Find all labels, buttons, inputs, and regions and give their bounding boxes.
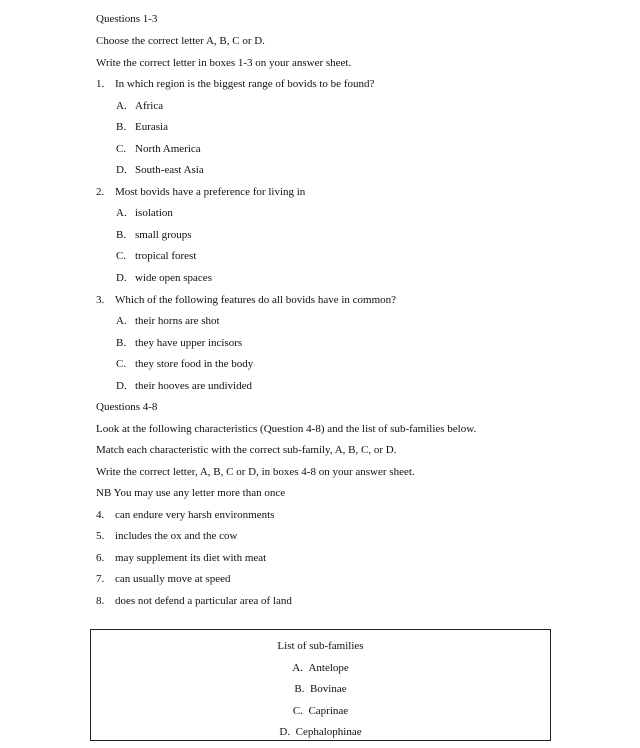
option-2d xyxy=(116,271,212,285)
statement-number: 5. xyxy=(96,530,105,542)
option-letter: D. xyxy=(116,272,127,284)
statement-number: 7. xyxy=(96,573,105,585)
option-text: their hooves are undivided xyxy=(135,380,252,392)
list-item-a xyxy=(91,661,550,675)
statement-4 xyxy=(96,508,274,522)
section1-heading: Questions 1-3 xyxy=(96,13,158,25)
list-item-b xyxy=(91,682,550,696)
section2-note: NB You may use any letter more than once xyxy=(96,487,286,499)
statement-6 xyxy=(96,551,266,565)
option-3a xyxy=(116,314,220,328)
option-2b xyxy=(116,228,192,242)
list-item-letter: D. xyxy=(279,726,291,738)
option-text: South-east Asia xyxy=(135,164,204,176)
question-text: Most bovids have a preference for living in xyxy=(115,186,306,198)
question-text: In which region is the biggest range of bovids to be found? xyxy=(115,78,375,90)
option-text: wide open spaces xyxy=(135,272,212,284)
option-letter: D. xyxy=(116,380,127,392)
option-letter: D. xyxy=(116,164,127,176)
question-number: 2. xyxy=(96,186,105,198)
option-letter: B. xyxy=(116,337,127,349)
option-letter: B. xyxy=(116,121,127,133)
option-letter: A. xyxy=(116,315,127,327)
statement-number: 4. xyxy=(96,509,105,521)
statement-number: 8. xyxy=(96,595,105,607)
statement-5 xyxy=(96,529,238,543)
list-item-letter: C. xyxy=(292,705,303,717)
option-letter: B. xyxy=(116,229,127,241)
option-letter: C. xyxy=(116,143,127,155)
list-item-letter: A. xyxy=(292,662,303,674)
question-number: 1. xyxy=(96,78,105,90)
option-3d xyxy=(116,379,252,393)
option-text: their horns are shot xyxy=(135,315,220,327)
statement-7 xyxy=(96,572,230,586)
section2-instruction: Look at the following characteristics (Question 4-8) and the list of sub-families below. xyxy=(96,423,477,435)
list-item-text: Antelope xyxy=(308,662,349,674)
list-item-c xyxy=(91,704,550,718)
option-3b xyxy=(116,336,242,350)
option-letter: C. xyxy=(116,250,127,262)
option-text: North America xyxy=(135,143,201,155)
list-item-text: Caprinae xyxy=(308,705,349,717)
statement-8 xyxy=(96,594,292,608)
section2-instruction: Match each characteristic with the correct sub-family, A, B, C, or D. xyxy=(96,444,397,456)
option-text: they have upper incisors xyxy=(135,337,243,349)
list-item-text: Bovinae xyxy=(309,683,347,695)
statement-text: may supplement its diet with meat xyxy=(115,552,267,564)
list-title: List of sub-families xyxy=(277,640,364,652)
statement-text: does not defend a particular area of land xyxy=(115,595,292,607)
list-item-letter: B. xyxy=(294,683,305,695)
question-number: 3. xyxy=(96,294,105,306)
option-2a xyxy=(116,206,173,220)
statement-text: includes the ox and the cow xyxy=(115,530,238,542)
option-2c xyxy=(116,249,196,263)
section1-instruction: Write the correct letter in boxes 1-3 on your answer sheet. xyxy=(96,57,352,69)
option-3c xyxy=(116,357,253,371)
option-letter: A. xyxy=(116,207,127,219)
option-1c xyxy=(116,142,201,156)
section2-instruction: Write the correct letter, A, B, C or D, in boxes 4-8 on your answer sheet. xyxy=(96,466,415,478)
question-2 xyxy=(96,185,305,199)
option-letter: C. xyxy=(116,358,127,370)
option-text: small groups xyxy=(135,229,192,241)
statement-text: can endure very harsh environments xyxy=(115,509,275,521)
list-item-text: Cephalophinae xyxy=(295,726,362,738)
section1-instruction: Choose the correct letter A, B, C or D. xyxy=(96,35,265,47)
option-1d xyxy=(116,163,204,177)
option-1a xyxy=(116,99,163,113)
option-text: Eurasia xyxy=(135,121,168,133)
statement-number: 6. xyxy=(96,552,105,564)
question-3 xyxy=(96,293,396,307)
question-1 xyxy=(96,77,374,91)
option-letter: A. xyxy=(116,100,127,112)
sub-families-box xyxy=(90,629,551,741)
option-1b xyxy=(116,120,168,134)
question-text: Which of the following features do all bovids have in common? xyxy=(115,294,397,306)
list-item-d xyxy=(91,725,550,739)
option-text: they store food in the body xyxy=(135,358,254,370)
statement-text: can usually move at speed xyxy=(115,573,231,585)
option-text: tropical forest xyxy=(135,250,197,262)
option-text: Africa xyxy=(135,100,164,112)
option-text: isolation xyxy=(135,207,173,219)
section2-heading: Questions 4-8 xyxy=(96,401,158,413)
